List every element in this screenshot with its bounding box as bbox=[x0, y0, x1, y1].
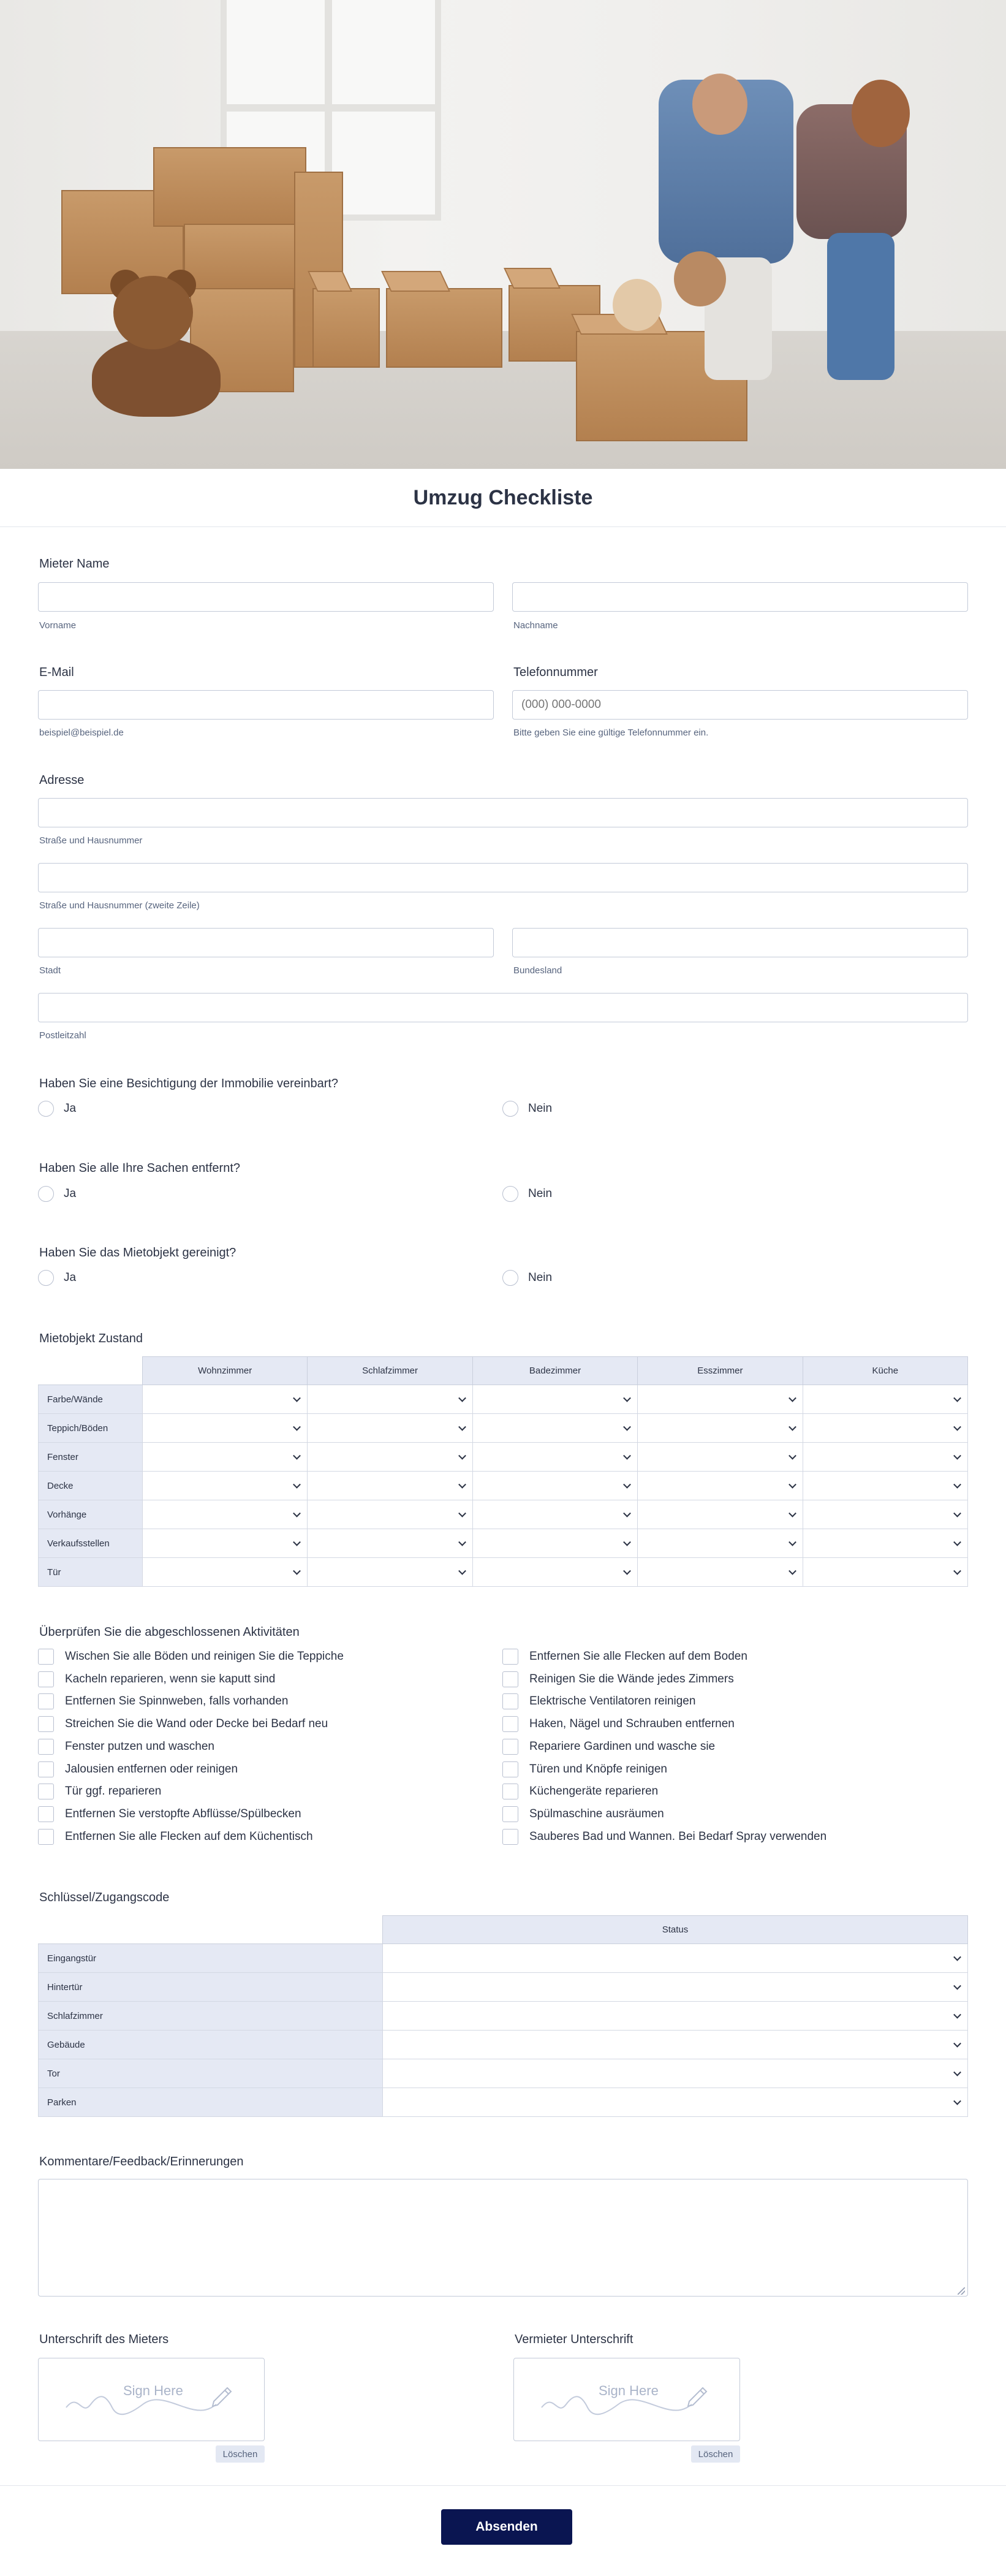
zip-sublabel: Postleitzahl bbox=[39, 1030, 86, 1041]
matrix-row-header: Parken bbox=[39, 2088, 383, 2117]
checklist-item[interactable] bbox=[502, 1784, 658, 1799]
street2-sublabel: Straße und Hausnummer (zweite Zeile) bbox=[39, 900, 200, 911]
checkbox[interactable] bbox=[502, 1829, 518, 1845]
matrix-row-header: Gebäude bbox=[39, 2031, 383, 2059]
status-dropdown[interactable] bbox=[383, 2059, 968, 2088]
matrix-dropdown[interactable] bbox=[308, 1443, 472, 1472]
matrix-column-header: Esszimmer bbox=[638, 1357, 803, 1385]
radio-label: Nein bbox=[528, 1187, 553, 1200]
matrix-dropdown[interactable] bbox=[803, 1529, 967, 1558]
checklist-item[interactable] bbox=[502, 1693, 695, 1709]
matrix-row-header: Tor bbox=[39, 2059, 383, 2088]
last-name-sublabel: Nachname bbox=[513, 620, 558, 631]
matrix-row bbox=[39, 1500, 968, 1529]
checklist-item-label: Entfernen Sie alle Flecken auf dem Boden bbox=[529, 1650, 747, 1663]
matrix-dropdown[interactable] bbox=[472, 1558, 637, 1587]
matrix-row-header: Teppich/Böden bbox=[39, 1414, 143, 1443]
status-dropdown[interactable] bbox=[383, 2002, 968, 2031]
checkbox[interactable] bbox=[38, 1693, 54, 1709]
radio-label: Nein bbox=[528, 1271, 553, 1284]
checklist-item-label: Türen und Knöpfe reinigen bbox=[529, 1762, 667, 1776]
checkbox[interactable] bbox=[502, 1761, 518, 1777]
chevron-down-icon bbox=[953, 1510, 961, 1518]
chevron-down-icon bbox=[953, 1982, 961, 1990]
state-input[interactable] bbox=[512, 928, 968, 957]
last-name-input[interactable] bbox=[512, 582, 968, 612]
chevron-down-icon bbox=[623, 1567, 631, 1575]
checkbox[interactable] bbox=[38, 1671, 54, 1687]
matrix-row-header: Farbe/Wände bbox=[39, 1385, 143, 1414]
chevron-down-icon bbox=[789, 1423, 796, 1431]
chevron-down-icon bbox=[293, 1538, 301, 1546]
phone-input[interactable] bbox=[512, 690, 968, 720]
checklist-item-label: Entfernen Sie verstopfte Abflüsse/Spülbecken bbox=[65, 1807, 301, 1820]
checklist-item[interactable] bbox=[502, 1649, 747, 1665]
chevron-down-icon bbox=[623, 1538, 631, 1546]
matrix-column-header: Küche bbox=[803, 1357, 967, 1385]
street-sublabel: Straße und Hausnummer bbox=[39, 835, 143, 846]
tenant-name-label: Mieter Name bbox=[39, 557, 110, 571]
matrix-dropdown[interactable] bbox=[472, 1443, 637, 1472]
matrix-dropdown[interactable] bbox=[143, 1385, 308, 1414]
matrix-dropdown[interactable] bbox=[143, 1443, 308, 1472]
matrix-dropdown[interactable] bbox=[143, 1472, 308, 1500]
chevron-down-icon bbox=[953, 1452, 961, 1460]
matrix-dropdown[interactable] bbox=[638, 1414, 803, 1443]
checklist-item-label: Spülmaschine ausräumen bbox=[529, 1807, 664, 1820]
matrix-dropdown[interactable] bbox=[638, 1472, 803, 1500]
chevron-down-icon bbox=[458, 1481, 466, 1489]
person-woman-legs bbox=[827, 233, 894, 380]
radio-label: Ja bbox=[64, 1187, 77, 1200]
city-sublabel: Stadt bbox=[39, 965, 61, 976]
question-label: Haben Sie das Mietobjekt gereinigt? bbox=[39, 1246, 236, 1260]
checklist-item[interactable] bbox=[502, 1716, 735, 1732]
state-sublabel: Bundesland bbox=[513, 965, 562, 976]
chevron-down-icon bbox=[293, 1423, 301, 1431]
checklist-item-label: Entfernen Sie alle Flecken auf dem Küchentisch bbox=[65, 1829, 313, 1843]
checkbox[interactable] bbox=[502, 1784, 518, 1799]
zip-input[interactable] bbox=[38, 993, 968, 1022]
chevron-down-icon bbox=[953, 2040, 961, 2048]
phone-sublabel: Bitte geben Sie eine gültige Telefonnummer ein. bbox=[513, 728, 709, 738]
chevron-down-icon bbox=[458, 1567, 466, 1575]
chevron-down-icon bbox=[458, 1452, 466, 1460]
checklist-item[interactable] bbox=[502, 1806, 664, 1822]
radio-yes[interactable] bbox=[38, 1101, 76, 1117]
checkbox[interactable] bbox=[502, 1739, 518, 1755]
child-2-head bbox=[674, 251, 726, 306]
checklist-item[interactable] bbox=[502, 1761, 667, 1777]
radio-yes[interactable] bbox=[38, 1270, 76, 1286]
landlord-signature-label: Vermieter Unterschrift bbox=[515, 2333, 633, 2346]
checklist-item-label: Sauberes Bad und Wannen. Bei Bedarf Spray verwenden bbox=[529, 1829, 827, 1843]
checkbox[interactable] bbox=[502, 1671, 518, 1687]
checklist-item[interactable] bbox=[38, 1784, 161, 1799]
matrix-row-header: Verkaufsstellen bbox=[39, 1529, 143, 1558]
radio-no[interactable] bbox=[502, 1101, 552, 1117]
form-header bbox=[0, 469, 1006, 527]
radio-circle-icon[interactable] bbox=[502, 1186, 518, 1202]
matrix-row-header: Schlafzimmer bbox=[39, 2002, 383, 2031]
matrix-dropdown[interactable] bbox=[803, 1472, 967, 1500]
tenant-signature-label: Unterschrift des Mieters bbox=[39, 2333, 169, 2346]
comments-label: Kommentare/Feedback/Erinnerungen bbox=[39, 2155, 244, 2168]
matrix-dropdown[interactable] bbox=[803, 1443, 967, 1472]
chevron-down-icon bbox=[953, 2097, 961, 2105]
matrix-dropdown[interactable] bbox=[472, 1385, 637, 1414]
status-dropdown[interactable] bbox=[383, 2031, 968, 2059]
checkbox[interactable] bbox=[502, 1806, 518, 1822]
activities-label: Überprüfen Sie die abgeschlossenen Aktivitäten bbox=[39, 1625, 300, 1639]
landlord-signature-pad[interactable] bbox=[513, 2358, 740, 2441]
matrix-row bbox=[39, 1944, 968, 1973]
hero-box bbox=[386, 288, 502, 368]
checkbox[interactable] bbox=[38, 1829, 54, 1845]
matrix-dropdown[interactable] bbox=[803, 1500, 967, 1529]
first-name-sublabel: Vorname bbox=[39, 620, 77, 631]
matrix-row-header: Tür bbox=[39, 1558, 143, 1587]
radio-no[interactable] bbox=[502, 1270, 552, 1286]
matrix-column-header: Wohnzimmer bbox=[143, 1357, 308, 1385]
matrix-row-header: Hintertür bbox=[39, 1973, 383, 2002]
matrix-dropdown[interactable] bbox=[143, 1414, 308, 1443]
comments-textarea[interactable] bbox=[38, 2179, 968, 2297]
chevron-down-icon bbox=[953, 1481, 961, 1489]
checklist-item[interactable] bbox=[502, 1739, 715, 1755]
chevron-down-icon bbox=[293, 1394, 301, 1402]
checklist-item-label: Tür ggf. reparieren bbox=[65, 1785, 162, 1798]
checklist-item[interactable] bbox=[38, 1716, 328, 1732]
checklist-item[interactable] bbox=[502, 1671, 734, 1687]
tenant-signature-pad[interactable] bbox=[38, 2358, 265, 2441]
matrix-dropdown[interactable] bbox=[308, 1385, 472, 1414]
checkbox[interactable] bbox=[38, 1739, 54, 1755]
checklist-item-label: Reinigen Sie die Wände jedes Zimmers bbox=[529, 1672, 734, 1685]
chevron-down-icon bbox=[293, 1567, 301, 1575]
status-dropdown[interactable] bbox=[383, 1944, 968, 1973]
matrix-row bbox=[39, 1414, 968, 1443]
checklist-item-label: Kacheln reparieren, wenn sie kaputt sind bbox=[65, 1672, 276, 1685]
matrix-dropdown[interactable] bbox=[143, 1500, 308, 1529]
matrix-row bbox=[39, 2059, 968, 2088]
chevron-down-icon bbox=[623, 1423, 631, 1431]
matrix-dropdown[interactable] bbox=[638, 1500, 803, 1529]
chevron-down-icon bbox=[953, 2069, 961, 2076]
checklist-item[interactable] bbox=[38, 1829, 313, 1845]
matrix-dropdown[interactable] bbox=[472, 1414, 637, 1443]
checkbox[interactable] bbox=[38, 1806, 54, 1822]
matrix-row bbox=[39, 1385, 968, 1414]
matrix-column-header: Badezimmer bbox=[472, 1357, 637, 1385]
city-input[interactable] bbox=[38, 928, 494, 957]
checklist-item-label: Repariere Gardinen und wasche sie bbox=[529, 1739, 716, 1753]
matrix-dropdown[interactable] bbox=[638, 1443, 803, 1472]
chevron-down-icon bbox=[953, 1538, 961, 1546]
landlord-signature-clear-button[interactable]: Löschen bbox=[691, 2445, 740, 2463]
matrix-row bbox=[39, 1558, 968, 1587]
status-dropdown[interactable] bbox=[383, 1973, 968, 2002]
phone-label: Telefonnummer bbox=[513, 666, 598, 679]
matrix-row-header: Fenster bbox=[39, 1443, 143, 1472]
chevron-down-icon bbox=[458, 1423, 466, 1431]
radio-circle-icon[interactable] bbox=[38, 1101, 54, 1117]
teddy-bear bbox=[80, 276, 233, 417]
matrix-dropdown[interactable] bbox=[308, 1529, 472, 1558]
chevron-down-icon bbox=[789, 1481, 796, 1489]
radio-circle-icon[interactable] bbox=[502, 1101, 518, 1117]
radio-circle-icon[interactable] bbox=[38, 1186, 54, 1202]
question-label: Haben Sie eine Besichtigung der Immobilie vereinbart? bbox=[39, 1077, 339, 1090]
status-dropdown[interactable] bbox=[383, 2088, 968, 2117]
chevron-down-icon bbox=[623, 1452, 631, 1460]
chevron-down-icon bbox=[293, 1510, 301, 1518]
radio-label: Nein bbox=[528, 1102, 553, 1115]
chevron-down-icon bbox=[953, 2011, 961, 2019]
address-label: Adresse bbox=[39, 773, 85, 787]
radio-circle-icon[interactable] bbox=[502, 1270, 518, 1286]
matrix-row bbox=[39, 1443, 968, 1472]
matrix-row bbox=[39, 2088, 968, 2117]
matrix-dropdown[interactable] bbox=[472, 1529, 637, 1558]
radio-no[interactable] bbox=[502, 1186, 552, 1202]
chevron-down-icon bbox=[458, 1510, 466, 1518]
question-label: Haben Sie alle Ihre Sachen entfernt? bbox=[39, 1161, 240, 1175]
hero-image bbox=[0, 0, 1006, 469]
matrix-row bbox=[39, 1529, 968, 1558]
page-title: Umzug Checkliste bbox=[413, 485, 593, 509]
checklist-item-label: Elektrische Ventilatoren reinigen bbox=[529, 1695, 696, 1708]
matrix-row bbox=[39, 2031, 968, 2059]
checkbox[interactable] bbox=[38, 1784, 54, 1799]
chevron-down-icon bbox=[953, 1423, 961, 1431]
chevron-down-icon bbox=[458, 1394, 466, 1402]
person-woman-head bbox=[852, 80, 910, 147]
person-man-head bbox=[692, 74, 747, 135]
checklist-item-label: Jalousien entfernen oder reinigen bbox=[65, 1762, 238, 1776]
sign-here-text: Sign Here bbox=[599, 2383, 659, 2398]
checklist-item-label: Entfernen Sie Spinnweben, falls vorhanden bbox=[65, 1695, 289, 1708]
chevron-down-icon bbox=[789, 1538, 796, 1546]
email-sublabel: beispiel@beispiel.de bbox=[39, 728, 124, 738]
matrix-dropdown[interactable] bbox=[638, 1558, 803, 1587]
checkbox[interactable] bbox=[38, 1761, 54, 1777]
chevron-down-icon bbox=[623, 1510, 631, 1518]
email-input[interactable] bbox=[38, 690, 494, 720]
checkbox[interactable] bbox=[38, 1716, 54, 1732]
chevron-down-icon bbox=[953, 1394, 961, 1402]
chevron-down-icon bbox=[953, 1953, 961, 1961]
matrix-dropdown[interactable] bbox=[638, 1385, 803, 1414]
checklist-item[interactable] bbox=[502, 1829, 826, 1845]
chevron-down-icon bbox=[789, 1510, 796, 1518]
matrix-dropdown[interactable] bbox=[143, 1529, 308, 1558]
checklist-item[interactable] bbox=[38, 1693, 288, 1709]
chevron-down-icon bbox=[293, 1481, 301, 1489]
chevron-down-icon bbox=[789, 1452, 796, 1460]
street-input[interactable] bbox=[38, 798, 968, 827]
chevron-down-icon bbox=[623, 1481, 631, 1489]
checkbox[interactable] bbox=[38, 1649, 54, 1665]
checkbox[interactable] bbox=[502, 1649, 518, 1665]
condition-label: Mietobjekt Zustand bbox=[39, 1332, 143, 1345]
checklist-item-label: Haken, Nägel und Schrauben entfernen bbox=[529, 1717, 735, 1731]
matrix-dropdown[interactable] bbox=[143, 1558, 308, 1587]
matrix-column-header: Schlafzimmer bbox=[308, 1357, 472, 1385]
chevron-down-icon bbox=[458, 1538, 466, 1546]
matrix-dropdown[interactable] bbox=[638, 1529, 803, 1558]
condition-matrix bbox=[38, 1356, 968, 1587]
matrix-dropdown[interactable] bbox=[308, 1500, 472, 1529]
checklist-item[interactable] bbox=[38, 1761, 238, 1777]
chevron-down-icon bbox=[789, 1567, 796, 1575]
matrix-row-header: Vorhänge bbox=[39, 1500, 143, 1529]
matrix-row bbox=[39, 1973, 968, 2002]
tenant-signature-clear-button[interactable]: Löschen bbox=[216, 2445, 265, 2463]
checklist-item[interactable] bbox=[38, 1671, 275, 1687]
hero-box bbox=[312, 288, 380, 368]
child-1-head bbox=[613, 279, 662, 331]
sign-here-text: Sign Here bbox=[123, 2383, 183, 2398]
checkbox[interactable] bbox=[502, 1693, 518, 1709]
first-name-input[interactable] bbox=[38, 582, 494, 612]
keys-matrix bbox=[38, 1915, 968, 2117]
checklist-item-label: Küchengeräte reparieren bbox=[529, 1785, 659, 1798]
email-label: E-Mail bbox=[39, 666, 74, 679]
checklist-item-label: Wischen Sie alle Böden und reinigen Sie die Teppiche bbox=[65, 1650, 344, 1663]
checkbox[interactable] bbox=[502, 1716, 518, 1732]
matrix-dropdown[interactable] bbox=[803, 1385, 967, 1414]
chevron-down-icon bbox=[623, 1394, 631, 1402]
matrix-corner bbox=[39, 1916, 383, 1944]
matrix-dropdown[interactable] bbox=[472, 1472, 637, 1500]
matrix-dropdown[interactable] bbox=[308, 1414, 472, 1443]
matrix-row-header: Eingangstür bbox=[39, 1944, 383, 1973]
matrix-dropdown[interactable] bbox=[308, 1558, 472, 1587]
pen-icon bbox=[210, 2383, 235, 2407]
matrix-dropdown[interactable] bbox=[803, 1558, 967, 1587]
radio-yes[interactable] bbox=[38, 1186, 76, 1202]
checklist-item[interactable] bbox=[38, 1739, 214, 1755]
checklist-item[interactable] bbox=[38, 1806, 301, 1822]
checklist-item-label: Fenster putzen und waschen bbox=[65, 1739, 214, 1753]
street2-input[interactable] bbox=[38, 863, 968, 892]
matrix-dropdown[interactable] bbox=[472, 1500, 637, 1529]
chevron-down-icon bbox=[953, 1567, 961, 1575]
keys-label: Schlüssel/Zugangscode bbox=[39, 1891, 170, 1904]
pen-icon bbox=[686, 2383, 710, 2407]
matrix-dropdown[interactable] bbox=[803, 1414, 967, 1443]
checklist-item[interactable] bbox=[38, 1649, 344, 1665]
chevron-down-icon bbox=[789, 1394, 796, 1402]
resize-grip-icon[interactable] bbox=[958, 2287, 965, 2295]
hero-box bbox=[153, 147, 306, 227]
matrix-corner bbox=[39, 1357, 143, 1385]
submit-button[interactable]: Absenden bbox=[441, 2509, 572, 2545]
footer-divider bbox=[0, 2485, 1006, 2486]
matrix-row bbox=[39, 1472, 968, 1500]
radio-circle-icon[interactable] bbox=[38, 1270, 54, 1286]
matrix-dropdown[interactable] bbox=[308, 1472, 472, 1500]
checklist-item-label: Streichen Sie die Wand oder Decke bei Bedarf neu bbox=[65, 1717, 328, 1731]
matrix-column-header: Status bbox=[383, 1916, 968, 1944]
matrix-row-header: Decke bbox=[39, 1472, 143, 1500]
chevron-down-icon bbox=[293, 1452, 301, 1460]
matrix-row bbox=[39, 2002, 968, 2031]
radio-label: Ja bbox=[64, 1102, 77, 1115]
radio-label: Ja bbox=[64, 1271, 77, 1284]
